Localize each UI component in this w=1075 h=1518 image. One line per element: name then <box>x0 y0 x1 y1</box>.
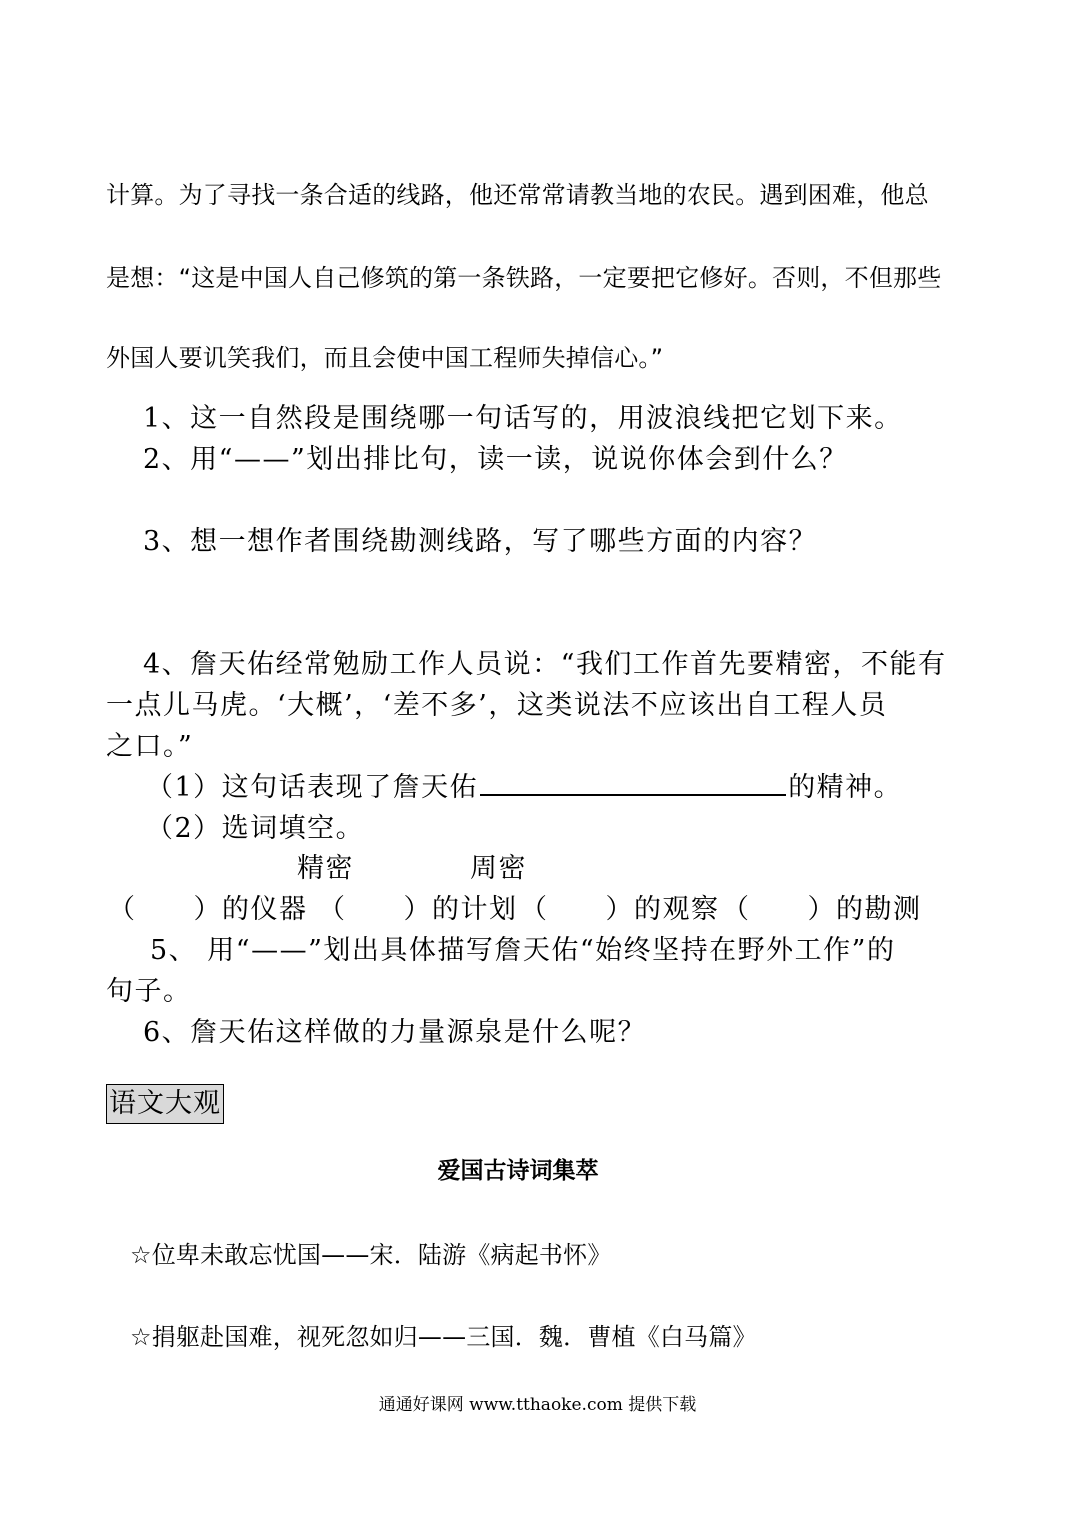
fill-blank-1[interactable]: （ ）的仪器 <box>108 894 308 925</box>
question-6: 6、詹天佑这样做的力量源泉是什么呢？ <box>143 1017 647 1048</box>
question-5-line-1: 5、 用“——”划出具体描写詹天佑“始终坚持在野外工作”的 <box>150 935 896 966</box>
question-2: 2、用“——”划出排比句，读一读，说说你体会到什么？ <box>143 444 848 475</box>
question-4-line-2: 一点儿马虎。‘大概’，‘差不多’，这类说法不应该出自工程人员 <box>106 690 888 721</box>
question-4-line-1: 4、詹天佑经常勉励工作人员说：“我们工作首先要精密，不能有 <box>143 649 947 680</box>
passage-line-1: 计算。为了寻找一条合适的线路，他还常常请教当地的农民。遇到困难，他总 <box>106 181 929 209</box>
fill-blank-2[interactable]: （ ）的计划 <box>318 894 518 925</box>
fill-blank-3[interactable]: （ ）的观察 <box>520 894 720 925</box>
question-4-sub-1 <box>146 765 902 804</box>
answer-blank[interactable] <box>480 768 786 796</box>
question-5-line-2: 句子。 <box>106 976 192 1007</box>
poem-line-2: ☆捐躯赴国难，视死忽如归——三国．魏．曹植《白马篇》 <box>130 1323 757 1351</box>
passage-line-2: 是想：“这是中国人自己修筑的第一条铁路，一定要把它修好。否则，不但那些 <box>106 264 942 292</box>
page-footer: 通通好课网 www.tthaoke.com 提供下载 <box>378 1395 697 1415</box>
section-label: 语文大观 <box>106 1084 224 1124</box>
fill-blank-4[interactable]: （ ）的勘测 <box>722 894 922 925</box>
sub-1-prefix: （1）这句话表现了詹天佑 <box>146 772 479 803</box>
question-3: 3、想一想作者围绕勘测线路，写了哪些方面的内容？ <box>143 526 818 557</box>
passage-line-3: 外国人要讥笑我们，而且会使中国工程师失掉信心。” <box>106 344 664 372</box>
sub-1-suffix: 的精神。 <box>788 772 903 803</box>
word-option-2: 周密 <box>470 853 527 884</box>
poem-line-1: ☆位卑未敢忘忧国——宋．陆游《病起书怀》 <box>130 1241 612 1269</box>
word-option-1: 精密 <box>297 853 354 884</box>
question-1: 1、这一自然段是围绕哪一句话写的，用波浪线把它划下来。 <box>143 403 903 434</box>
question-4-sub-2: （2）选词填空。 <box>146 813 365 844</box>
section-title: 爱国古诗词集萃 <box>437 1158 599 1184</box>
question-4-line-3: 之口。” <box>106 731 194 762</box>
